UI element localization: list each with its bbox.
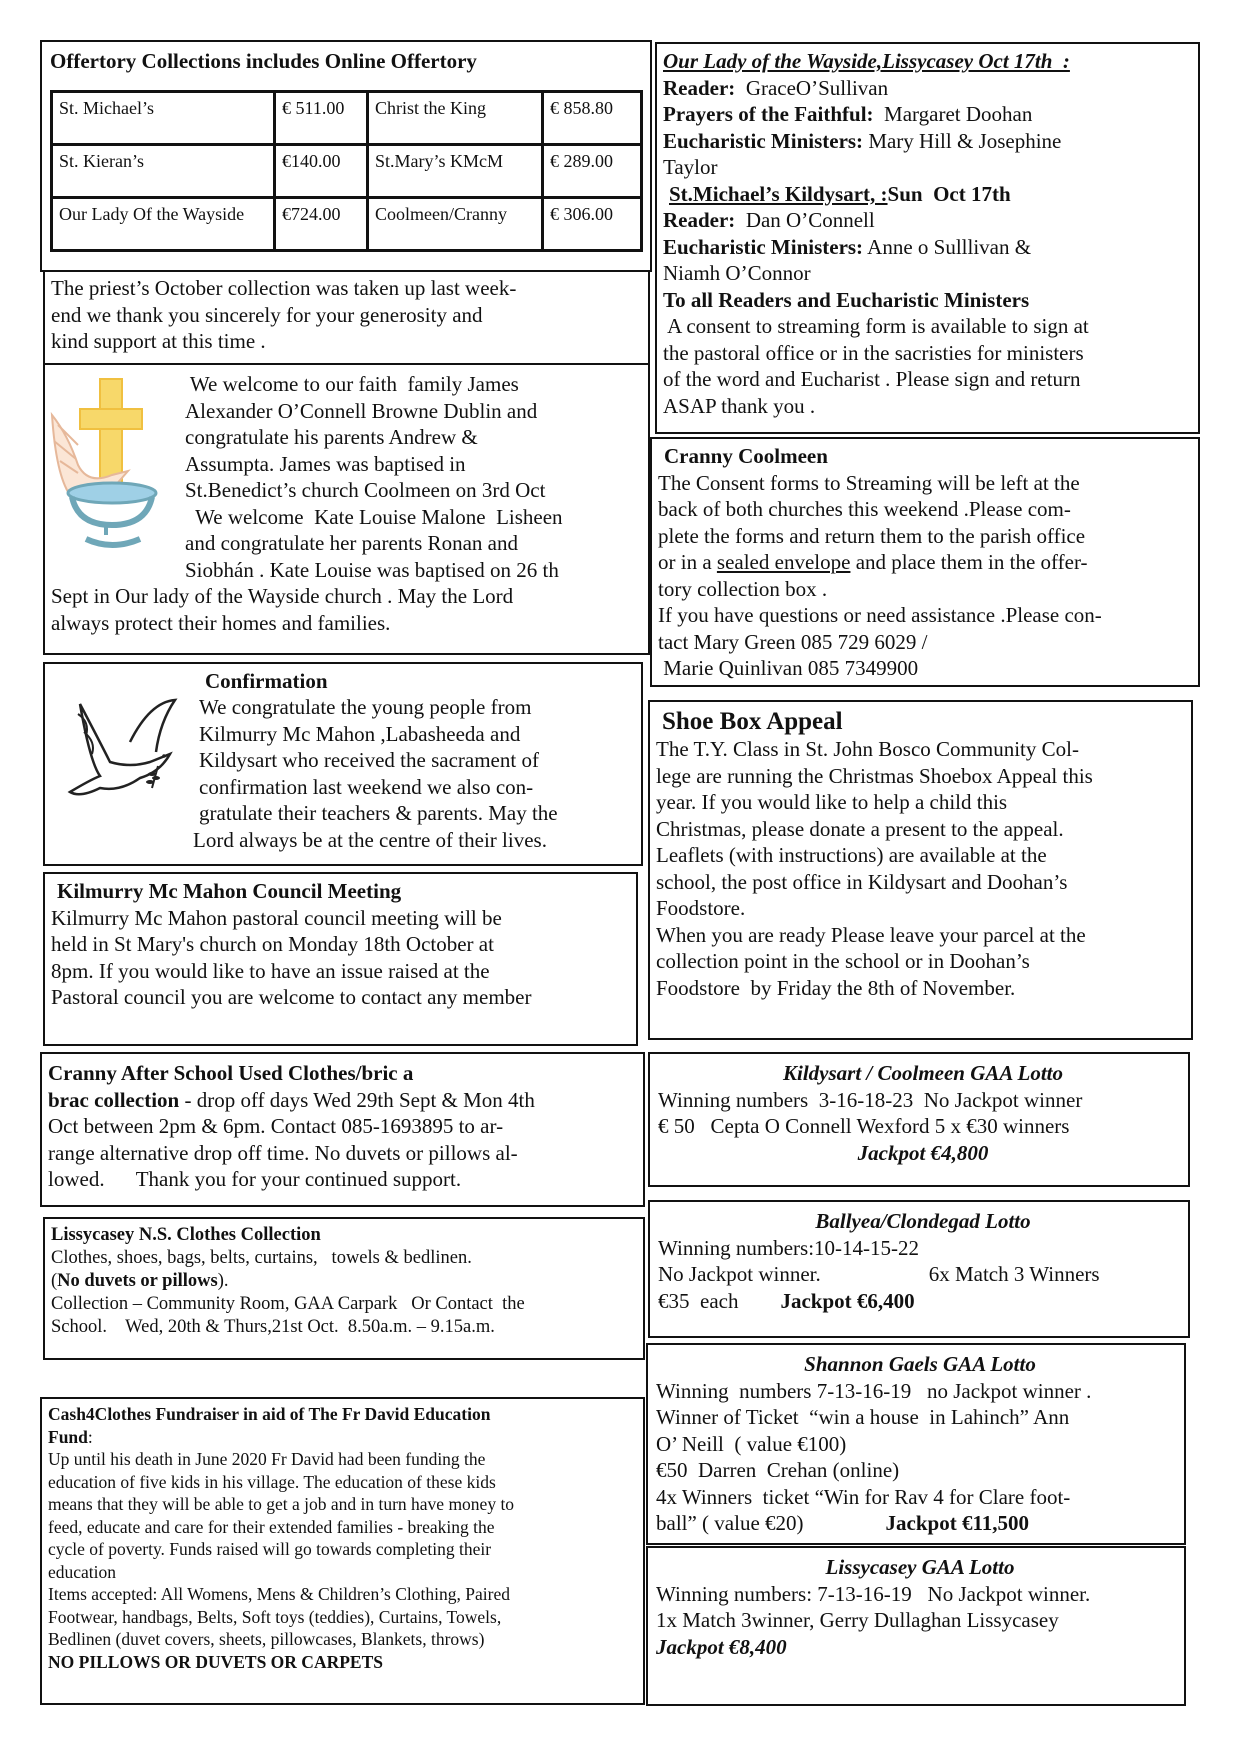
text-line: 8pm. If you would like to have an issue raised at the bbox=[51, 958, 490, 983]
text-line: If you have questions or need assistance .Please con- bbox=[658, 603, 1102, 627]
cranny-clothes-title-cont: brac collection bbox=[48, 1087, 180, 1112]
shoebox-appeal-title: Shoe Box Appeal bbox=[662, 708, 843, 735]
jackpot-amount: Jackpot €4,800 bbox=[857, 1140, 989, 1165]
parish-cell: St. Kieran’s bbox=[52, 145, 275, 198]
text-line: Clothes, shoes, bags, belts, curtains, towels & bedlinen. bbox=[51, 1248, 472, 1268]
reader-name: Dan O’Connell bbox=[735, 208, 875, 232]
text-fragment: €35 each bbox=[658, 1288, 739, 1313]
text-line: lege are running the Christmas Shoebox Appeal this bbox=[656, 763, 1093, 788]
prayers-name: Margaret Doohan bbox=[873, 102, 1033, 126]
text-fragment: ). bbox=[217, 1271, 229, 1291]
text-line: lowed. Thank you for your continued support. bbox=[48, 1167, 462, 1191]
cash4clothes-section bbox=[40, 1397, 645, 1705]
text-fragment: ball” ( value €20) bbox=[656, 1511, 804, 1535]
parish-cell: Our Lady Of the Wayside bbox=[52, 198, 275, 251]
text-line: of the word and Eucharist . Please sign and return bbox=[663, 367, 1081, 391]
cash4clothes-title-cont: Fund bbox=[48, 1426, 88, 1447]
text-line: feed, educate and care for their extended families - breaking the bbox=[48, 1516, 495, 1537]
rota-section bbox=[655, 42, 1200, 434]
amount-cell: € 858.80 bbox=[543, 92, 642, 145]
kildysart-lotto-section bbox=[648, 1052, 1190, 1187]
text-line: Sept in Our lady of the Wayside church . May the Lord bbox=[51, 584, 514, 608]
table-row bbox=[52, 198, 642, 251]
ministers-label: Eucharistic Ministers: bbox=[663, 234, 864, 259]
cranny-clothes-title: Cranny After School Used Clothes/bric a bbox=[48, 1061, 414, 1085]
council-meeting-section bbox=[43, 872, 638, 1046]
text-line: ASAP thank you . bbox=[663, 393, 816, 418]
cranny-clothes-section bbox=[40, 1052, 645, 1207]
shoebox-appeal-section bbox=[648, 700, 1193, 1040]
text-line: confirmation last weekend we also con- bbox=[199, 774, 534, 799]
amount-cell: € 511.00 bbox=[275, 92, 368, 145]
text-line: Siobhán . Kate Louise was baptised on 26 th bbox=[185, 557, 559, 582]
text-line: year. If you would like to help a child this bbox=[656, 790, 1008, 814]
text-line: Collection – Community Room, GAA Carpark Or Contact the bbox=[51, 1294, 525, 1314]
text-line: Leaflets (with instructions) are available at the bbox=[656, 843, 1047, 867]
text-line: St.Benedict’s church Coolmeen on 3rd Oct bbox=[185, 478, 546, 502]
ballyea-lotto-section bbox=[648, 1200, 1190, 1338]
shannon-gaels-lotto-title: Shannon Gaels GAA Lotto bbox=[804, 1352, 1036, 1376]
text-line: always protect their homes and families. bbox=[51, 610, 391, 635]
text-line: Up until his death in June 2020 Fr David had been funding the bbox=[48, 1449, 486, 1469]
text-line: Winning numbers 7-13-16-19 no Jackpot winner . bbox=[656, 1378, 1092, 1403]
reader-label: Reader: bbox=[663, 208, 736, 232]
text-fragment: 6x Match 3 Winners bbox=[928, 1262, 1100, 1286]
text-line: Niamh O’Connor bbox=[663, 261, 811, 285]
text-line: tory collection box . bbox=[658, 576, 828, 601]
cranny-coolmeen-section bbox=[650, 437, 1200, 687]
text-line: A consent to streaming form is available to sign at bbox=[663, 314, 1089, 338]
text-fragment: or in a bbox=[658, 550, 717, 574]
text-line: The Consent forms to Streaming will be left at the bbox=[658, 470, 1080, 495]
ballyea-lotto-title: Ballyea/Clondegad Lotto bbox=[815, 1209, 1031, 1233]
parish-cell: St.Mary’s KMcM bbox=[368, 145, 543, 198]
text-line: Items accepted: All Womens, Mens & Children’s Clothing, Paired bbox=[48, 1584, 510, 1604]
council-meeting-title: Kilmurry Mc Mahon Council Meeting bbox=[57, 879, 402, 903]
jackpot-amount: Jackpot €11,500 bbox=[885, 1511, 1030, 1535]
text-line: kind support at this time . bbox=[51, 329, 266, 353]
text-line: Oct between 2pm & 6pm. Contact 085-1693895 to ar- bbox=[48, 1114, 504, 1138]
cranny-coolmeen-title: Cranny Coolmeen bbox=[664, 444, 828, 468]
text-line: range alternative drop off time. No duvets or pillows al- bbox=[48, 1140, 518, 1165]
text-fragment: : bbox=[87, 1426, 93, 1447]
parish-cell: Coolmeen/Cranny bbox=[368, 198, 543, 251]
text-line: Marie Quinlivan 085 7349900 bbox=[658, 656, 919, 680]
dove-with-olive-branch-icon bbox=[60, 692, 185, 807]
text-line: Kilmurry Mc Mahon pastoral council meeting will be bbox=[51, 905, 502, 930]
no-duvets-notice: No duvets or pillows bbox=[57, 1271, 218, 1291]
text-line: Alexander O’Connell Browne Dublin and bbox=[185, 398, 538, 423]
text-line: collection point in the school or in Doohan’s bbox=[656, 949, 1030, 973]
text-fragment: ( bbox=[51, 1271, 58, 1291]
jackpot-amount: Jackpot €8,400 bbox=[656, 1634, 787, 1659]
text-line: 1x Match 3winner, Gerry Dullaghan Lissycasey bbox=[656, 1608, 1059, 1632]
cash4clothes-warning: NO PILLOWS OR DUVETS OR CARPETS bbox=[48, 1651, 383, 1672]
text-line: end we thank you sincerely for your generosity and bbox=[51, 302, 483, 327]
text-line: Taylor bbox=[663, 155, 718, 179]
text-line: gratulate their teachers & parents. May the bbox=[199, 801, 558, 825]
text-line: Footwear, handbags, Belts, Soft toys (teddies), Curtains, Towels, bbox=[48, 1606, 502, 1627]
lissycasey-lotto-title: Lissycasey GAA Lotto bbox=[825, 1555, 1015, 1579]
rota-heading-date: Sun Oct 17th bbox=[887, 181, 1011, 206]
text-line: Foodstore by Friday the 8th of November. bbox=[656, 975, 1016, 1000]
text-line: Winning numbers 3-16-18-23 No Jackpot winner bbox=[658, 1087, 1083, 1112]
text-line: Winning numbers:10-14-15-22 bbox=[658, 1235, 920, 1260]
text-line: Foodstore. bbox=[656, 896, 746, 920]
text-line: - drop off days Wed 29th Sept & Mon 4th bbox=[179, 1087, 535, 1112]
amount-cell: €724.00 bbox=[275, 198, 368, 251]
priests-collection-section bbox=[43, 270, 650, 365]
text-line: school, the post office in Kildysart and Doohan’s bbox=[656, 869, 1068, 894]
text-line: We congratulate the young people from bbox=[199, 695, 532, 719]
text-line: congratulate his parents Andrew & bbox=[185, 425, 478, 449]
ministers-names: Mary Hill & Josephine bbox=[863, 128, 1062, 153]
text-line: held in St Mary's church on Monday 18th October at bbox=[51, 932, 494, 956]
parish-cell: Christ the King bbox=[368, 92, 543, 145]
notice-title: To all Readers and Eucharistic Ministers bbox=[663, 287, 1030, 312]
text-line: Kilmurry Mc Mahon ,Labasheeda and bbox=[199, 721, 521, 746]
baptisms-section bbox=[43, 363, 650, 655]
text-line: The T.Y. Class in St. John Bosco Community Col- bbox=[656, 737, 1079, 761]
text-line: education of five kids in his village. The education of these kids bbox=[48, 1471, 496, 1492]
text-line: € 50 Cepta O Connell Wexford 5 x €30 winners bbox=[658, 1114, 1070, 1138]
text-line: Winning numbers: 7-13-16-19 No Jackpot winner. bbox=[656, 1581, 1091, 1606]
table-row bbox=[52, 145, 642, 198]
jackpot-amount: Jackpot €6,400 bbox=[780, 1288, 915, 1313]
text-line: We welcome to our faith family James bbox=[185, 372, 519, 396]
text-line: tact Mary Green 085 729 6029 / bbox=[658, 629, 928, 654]
text-fragment: No Jackpot winner. bbox=[658, 1262, 821, 1286]
text-line: School. Wed, 20th & Thurs,21st Oct. 8.50a.m. – 9.15a.m. bbox=[51, 1317, 495, 1337]
lissycasey-lotto-section bbox=[646, 1546, 1186, 1706]
amount-cell: €140.00 bbox=[275, 145, 368, 198]
parish-cell: St. Michael’s bbox=[52, 92, 275, 145]
text-line: the pastoral office or in the sacristies for ministers bbox=[663, 340, 1084, 365]
text-line: Assumpta. James was baptised in bbox=[185, 451, 466, 476]
text-line: Lord always be at the centre of their lives. bbox=[193, 827, 547, 852]
amount-cell: € 289.00 bbox=[543, 145, 642, 198]
reader-label: Reader: bbox=[663, 75, 736, 100]
text-line: and congratulate her parents Ronan and bbox=[185, 531, 518, 555]
cash4clothes-title: Cash4Clothes Fundraiser in aid of The Fr David Education bbox=[48, 1404, 491, 1424]
text-line: O’ Neill ( value €100) bbox=[656, 1431, 847, 1456]
text-line: 4x Winners ticket “Win for Rav 4 for Clare foot- bbox=[656, 1484, 1071, 1509]
text-line: Pastoral council you are welcome to contact any member bbox=[51, 985, 532, 1009]
shannon-gaels-lotto-section bbox=[646, 1343, 1186, 1545]
text-line: Christmas, please donate a present to the appeal. bbox=[656, 816, 1064, 841]
offertory-table bbox=[50, 90, 643, 252]
rota-heading-kildysart: St.Michael’s Kildysart, : bbox=[669, 181, 888, 206]
text-line: cycle of poverty. Funds raised will go towards completing their bbox=[48, 1539, 492, 1559]
confirmation-title: Confirmation bbox=[205, 669, 328, 693]
offertory-section bbox=[40, 40, 652, 272]
table-row bbox=[52, 92, 642, 145]
sealed-envelope-text: sealed envelope bbox=[716, 550, 851, 574]
kildysart-lotto-title: Kildysart / Coolmeen GAA Lotto bbox=[782, 1061, 1064, 1085]
text-line: Kildysart who received the sacrament of bbox=[199, 748, 539, 772]
text-line: The priest’s October collection was taken up last week- bbox=[51, 276, 517, 300]
text-line: education bbox=[48, 1561, 117, 1582]
text-line: Winner of Ticket “win a house in Lahinch” Ann bbox=[656, 1405, 1070, 1429]
ministers-names: Anne o Sulllivan & bbox=[863, 234, 1032, 259]
text-line: €50 Darren Crehan (online) bbox=[656, 1458, 900, 1482]
offertory-title: Offertory Collections includes Online Offertory bbox=[50, 49, 477, 73]
text-line: We welcome Kate Louise Malone Lisheen bbox=[185, 504, 563, 529]
text-fragment: and place them in the offer- bbox=[850, 550, 1088, 574]
baptism-cross-dove-font-icon bbox=[48, 375, 166, 553]
prayers-label: Prayers of the Faithful: bbox=[663, 102, 874, 126]
lissycasey-clothes-section bbox=[43, 1217, 645, 1360]
lissycasey-clothes-title: Lissycasey N.S. Clothes Collection bbox=[51, 1225, 321, 1245]
text-line: When you are ready Please leave your parcel at the bbox=[656, 922, 1086, 947]
amount-cell: € 306.00 bbox=[543, 198, 642, 251]
reader-name: GraceO’Sullivan bbox=[735, 75, 889, 100]
ministers-label: Eucharistic Ministers: bbox=[663, 128, 864, 153]
text-line: means that they will be able to get a job and in turn have money to bbox=[48, 1494, 515, 1514]
text-line: plete the forms and return them to the parish office bbox=[658, 523, 1086, 548]
text-line: Bedlinen (duvet covers, sheets, pillowcases, Blankets, throws) bbox=[48, 1629, 485, 1649]
confirmation-section bbox=[43, 662, 643, 866]
rota-heading-lissycasey: Our Lady of the Wayside,Lissycasey Oct 17th : bbox=[663, 49, 1070, 73]
text-line: back of both churches this weekend .Please com- bbox=[658, 497, 1071, 521]
